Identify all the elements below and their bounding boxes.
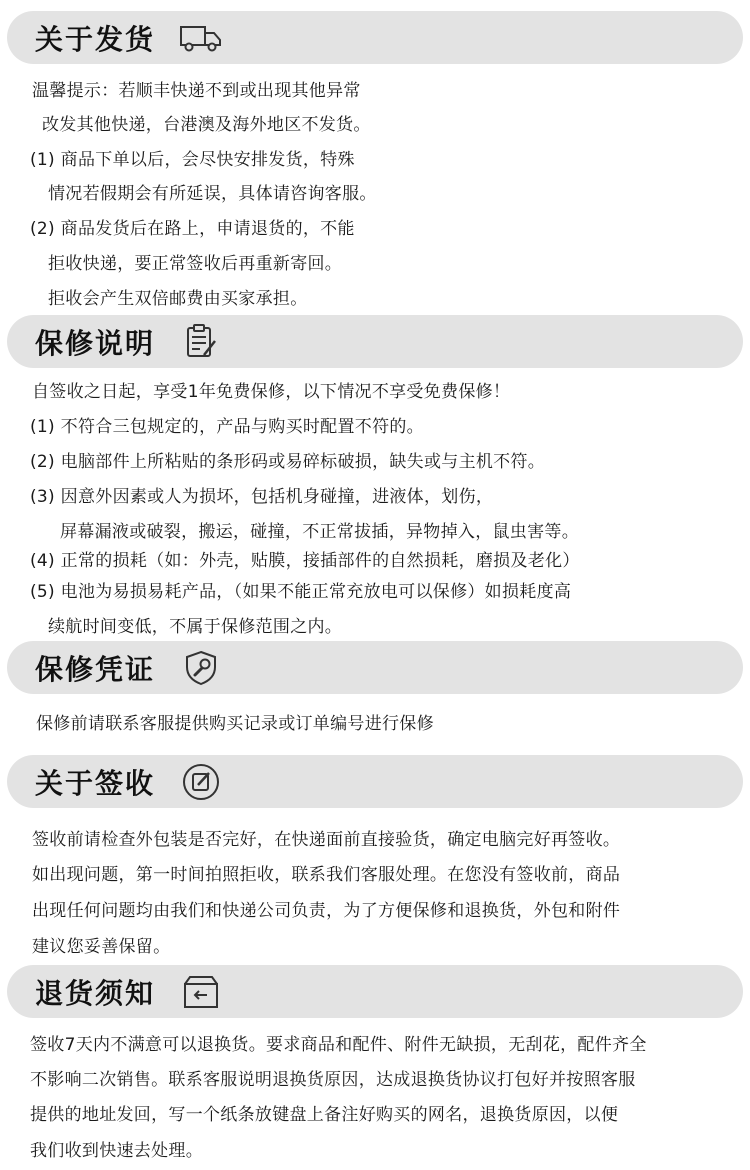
text-line: 建议您妥善保留。	[32, 937, 171, 957]
edit-icon	[179, 762, 223, 802]
section-title: 保修说明	[35, 326, 156, 360]
text-line: 拒收会产生双倍邮费由买家承担。	[48, 289, 308, 309]
text-line: (2) 商品发货后在路上，申请退货的，不能	[30, 219, 355, 239]
text-line: 拒收快递，要正常签收后再重新寄回。	[48, 254, 343, 274]
text-line: (3) 因意外因素或人为损坏，包括机身碰撞，进液体，划伤，	[30, 487, 494, 507]
text-line: (2) 电脑部件上所粘贴的条形码或易碎标破损，缺失或与主机不符。	[30, 452, 546, 472]
text-line: (4) 正常的损耗（如：外壳，贴膜，接插部件的自然损耗，磨损及老化）	[30, 551, 580, 571]
section-header-warranty-proof	[7, 641, 743, 694]
text-line: 屏幕漏液或破裂，搬运，碰撞，不正常拔插，异物掉入，鼠虫害等。	[60, 522, 579, 542]
text-line: 保修前请联系客服提供购买记录或订单编号进行保修	[36, 714, 434, 734]
section-title: 关于发货	[35, 22, 156, 56]
clipboard-icon	[179, 322, 223, 362]
text-line: 如出现问题，第一时间拍照拒收，联系我们客服处理。在您没有签收前，商品	[32, 865, 621, 885]
text-line: 签收前请检查外包装是否完好，在快递面前直接验货，确定电脑完好再签收。	[32, 830, 621, 850]
section-header-shipping	[7, 11, 743, 64]
section-title: 退货须知	[35, 976, 156, 1010]
text-line: 我们收到快速去处理。	[30, 1141, 203, 1161]
text-line: 不影响二次销售。联系客服说明退换货原因，达成退换货协议打包好并按照客服	[30, 1070, 636, 1090]
text-line: 提供的地址发回，写一个纸条放键盘上备注好购买的网名，退换货原因，以便	[30, 1105, 619, 1125]
text-line: 情况若假期会有所延误，具体请咨询客服。	[48, 184, 377, 204]
section-header-warranty	[7, 315, 743, 368]
text-line: 续航时间变低，不属于保修范围之内。	[48, 617, 343, 637]
text-line: (5) 电池为易损易耗产品，（如果不能正常充放电可以保修）如损耗度高	[30, 582, 572, 602]
return-box-icon	[179, 972, 223, 1012]
section-header-signing	[7, 755, 743, 808]
text-line: (1) 商品下单以后，会尽快安排发货，特殊	[30, 150, 355, 170]
wrench-shield-icon	[179, 648, 223, 688]
text-line: 出现任何问题均由我们和快递公司负责，为了方便保修和退换货，外包和附件	[32, 901, 621, 921]
text-line: (1) 不符合三包规定的，产品与购买时配置不符的。	[30, 417, 424, 437]
truck-icon	[179, 18, 223, 58]
section-title: 保修凭证	[35, 652, 156, 686]
section-title: 关于签收	[35, 766, 156, 800]
section-header-return	[7, 965, 743, 1018]
text-line: 自签收之日起，享受1年免费保修，以下情况不享受免费保修！	[32, 382, 511, 402]
text-line: 签收7天内不满意可以退换货。要求商品和配件、附件无缺损，无刮花，配件齐全	[30, 1035, 647, 1055]
text-line: 温馨提示：若顺丰快递不到或出现其他异常	[32, 81, 361, 101]
text-line: 改发其他快递，台港澳及海外地区不发货。	[42, 115, 371, 135]
